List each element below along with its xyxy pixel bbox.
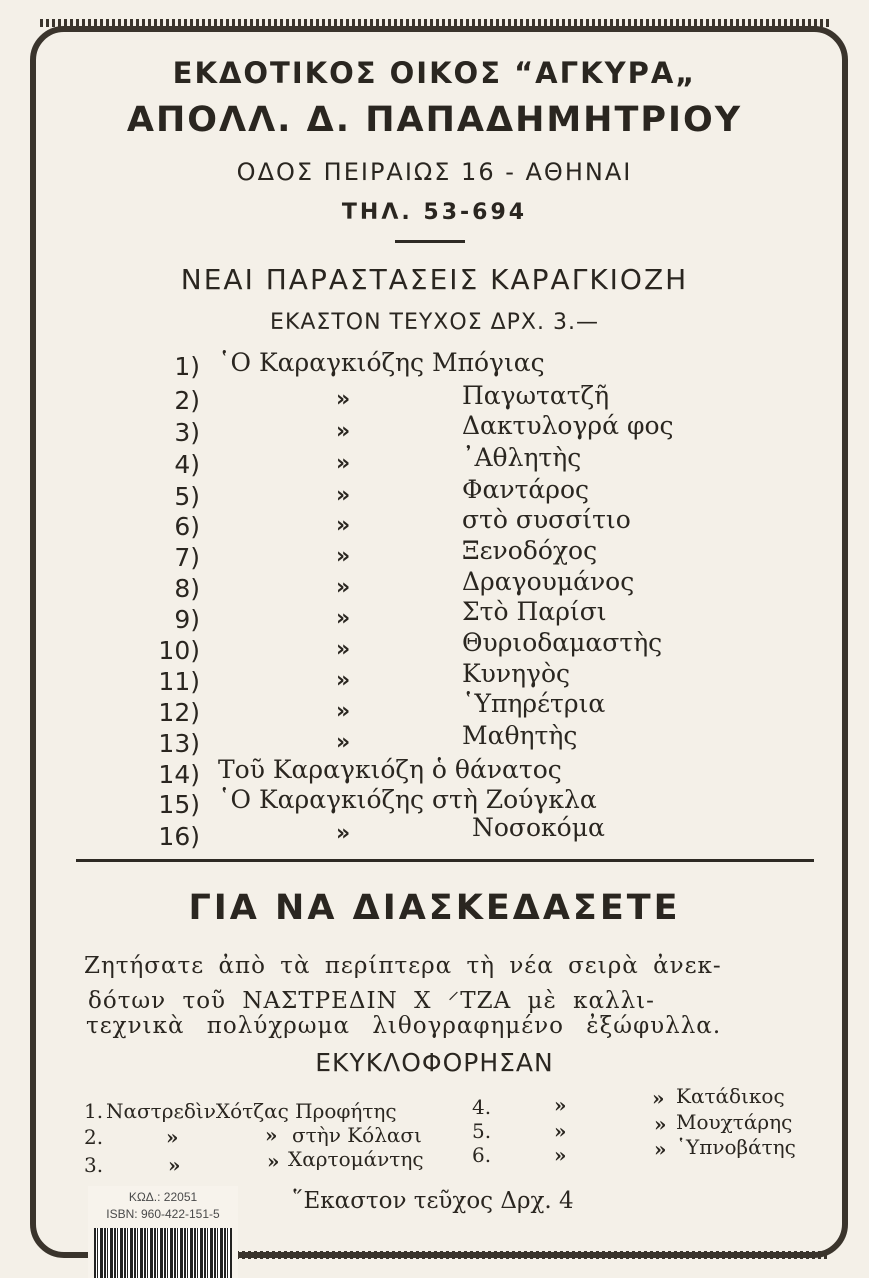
list-item-number: 2.	[84, 1125, 104, 1149]
list-item-title: Ξενοδόχος	[462, 536, 598, 565]
ditto-mark: »	[554, 1119, 567, 1143]
nastredin-price: ῞Εκαστον τεῦχος Δρχ. 4	[292, 1188, 574, 1214]
list-item-number: 3)	[174, 418, 200, 447]
ditto-mark: »	[336, 730, 351, 755]
border-texture-bottom	[230, 1251, 829, 1259]
karagiozis-price: ΕΚΑΣΤΟΝ ΤΕΥΧΟΣ ΔΡΧ. 3.—	[270, 310, 599, 335]
list-item-title: στὸ συσσίτιο	[462, 505, 631, 534]
list-item-number: 1.	[84, 1099, 104, 1123]
list-item-number: 14)	[158, 760, 200, 789]
list-item-number: 6.	[472, 1143, 492, 1167]
description-line-1: Ζητήσατε ἀπὸ τὰ περίπτερα τὴ νέα σειρὰ ἀνεκ-	[84, 953, 722, 979]
ditto-mark: »	[336, 513, 351, 538]
ditto-mark: »	[166, 1125, 179, 1149]
list-item-title: Θυριοδαμαστὴς	[462, 628, 663, 657]
list-item-title: Παγωτατζῆ	[462, 381, 610, 410]
list-item-number: 6)	[174, 512, 200, 541]
list-item-title: ῾Ο Καραγκιόζης Μπόγιας	[218, 348, 545, 377]
ditto-mark: »	[554, 1093, 567, 1117]
list-item-number: 3.	[84, 1153, 104, 1177]
karagiozis-title: ΝΕΑΙ ΠΑΡΑΣΤΑΣΕΙΣ ΚΑΡΑΓΚΙΟΖΗ	[180, 263, 689, 296]
list-item-title: Φαντάρος	[462, 475, 590, 504]
section-divider	[76, 859, 814, 862]
list-item-title: Στὸ Παρίσι	[462, 597, 607, 626]
ditto-mark: »	[336, 606, 351, 631]
list-item-number: 4)	[174, 450, 200, 479]
border-texture-top	[40, 19, 829, 27]
phone: ΤΗΛ. 53-694	[341, 200, 528, 225]
short-divider	[395, 240, 465, 243]
ditto-mark: »	[336, 451, 351, 476]
ditto-mark: »	[265, 1123, 278, 1147]
description-line-3: τεχνικὰ πολύχρωμα λιθογραφημένο ἐξώφυλλα.	[86, 1013, 722, 1039]
address: ΟΔΟΣ ΠΕΙΡΑΙΩΣ 16 - ΑΘΗΝΑΙ	[236, 158, 633, 186]
list-item-number: 1)	[174, 352, 200, 381]
list-item-number: 15)	[158, 790, 200, 819]
list-item-title: Κυνηγὸς	[462, 659, 571, 688]
isbn: ISBN: 960-422-151-5	[106, 1207, 220, 1221]
list-item-title: Νοσοκόμα	[472, 813, 605, 842]
list-item-number: 11)	[158, 667, 200, 696]
ditto-mark: »	[554, 1143, 567, 1167]
list-item-title: ᾿Αθλητὴς	[462, 443, 582, 472]
ditto-mark: »	[336, 419, 351, 444]
list-item-title: ῾Υπνοβάτης	[676, 1135, 796, 1159]
product-code: ΚΩΔ.: 22051	[128, 1190, 198, 1204]
ditto-mark: »	[336, 668, 351, 693]
list-item-number: 13)	[158, 729, 200, 758]
list-item-number: 4.	[472, 1095, 492, 1119]
ditto-mark: »	[168, 1153, 181, 1177]
ditto-mark: »	[336, 699, 351, 724]
list-item-number: 10)	[158, 636, 200, 665]
published-heading: ΕΚΥΚΛΟΦΟΡΗΣΑΝ	[315, 1048, 554, 1077]
ditto-mark: »	[336, 575, 351, 600]
list-item-number: 5)	[174, 482, 200, 511]
list-item-title: Τοῦ Καραγκιόζη ὁ θάνατος	[218, 755, 562, 784]
list-item-title: ῾Ο Καραγκιόζης στὴ Ζούγκλα	[218, 785, 597, 814]
list-item-title: Κατάδικος	[676, 1084, 785, 1108]
description-line-2: δότων τοῦ ΝΑΣΤΡΕΔΙΝ Χ ⸍ΤΖΑ μὲ καλλι-	[88, 988, 655, 1014]
ditto-mark: »	[336, 483, 351, 508]
list-item-number: 9)	[174, 605, 200, 634]
ditto-mark: »	[336, 637, 351, 662]
list-item-title: Δακτυλογρά φος	[462, 411, 674, 440]
ditto-mark: »	[652, 1086, 665, 1110]
nastredin-title: ΓΙΑ ΝΑ ΔΙΑΣΚΕΔΑΣΕΤΕ	[188, 888, 681, 928]
list-item-title: Μουχτάρης	[676, 1110, 793, 1134]
ditto-mark: »	[654, 1137, 667, 1161]
list-item-title: Χαρτομάντης	[288, 1147, 424, 1171]
list-item-title: ΝαστρεδὶνΧότζας Προφήτης	[106, 1099, 397, 1123]
ditto-mark: »	[654, 1112, 667, 1136]
list-item-number: 7)	[174, 543, 200, 572]
barcode-bars	[94, 1228, 232, 1278]
list-item-number: 2)	[174, 386, 200, 415]
list-item-number: 16)	[158, 822, 200, 851]
ditto-mark: »	[336, 821, 351, 846]
ditto-mark: »	[336, 544, 351, 569]
list-item-title: ῾Υπηρέτρια	[462, 689, 606, 718]
owner-name: ΑΠΟΛΛ. Δ. ΠΑΠΑΔΗΜΗΤΡΙΟΥ	[126, 100, 743, 140]
ditto-mark: »	[267, 1149, 280, 1173]
list-item-title: Μαθητὴς	[462, 721, 578, 750]
list-item-number: 12)	[158, 698, 200, 727]
list-item-title: Δραγουμάνος	[462, 567, 635, 596]
list-item-title: στὴν Κόλασι	[292, 1123, 422, 1147]
list-item-number: 8)	[174, 574, 200, 603]
barcode	[88, 1186, 238, 1278]
list-item-number: 5.	[472, 1119, 492, 1143]
publisher-name: ΕΚΔΟΤΙΚΟΣ ΟΙΚΟΣ “ΑΓΚΥΡΑ„	[172, 56, 697, 90]
ditto-mark: »	[336, 387, 351, 412]
